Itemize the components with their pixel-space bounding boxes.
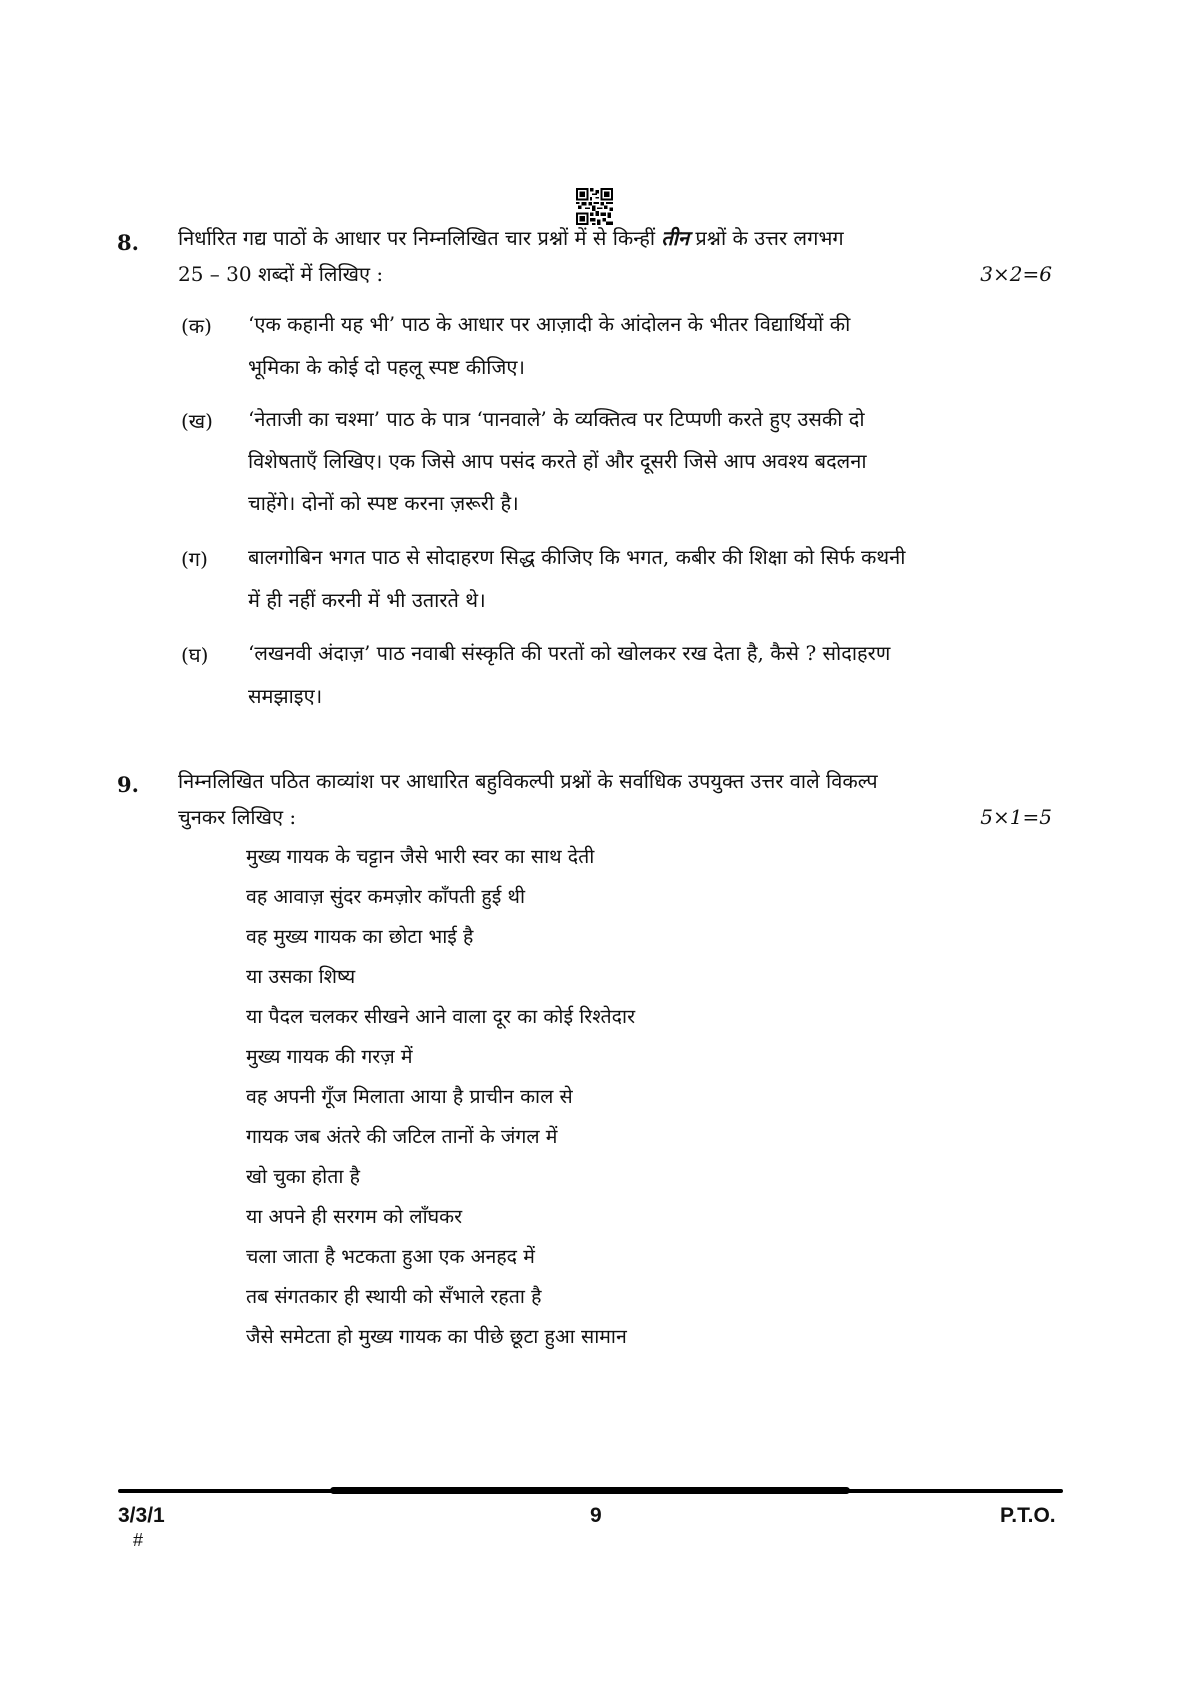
poem-line: या अपने ही सरगम को लाँघकर	[246, 1205, 463, 1228]
marks-label: 3×2=6	[980, 262, 1052, 286]
instruction-text: प्रश्नों के उत्तर लगभग	[695, 226, 844, 250]
poem-line: खो चुका होता है	[246, 1165, 360, 1188]
question-instruction-line2: 25 – 30 शब्दों में लिखिए :	[178, 262, 384, 286]
subquestion-text: विशेषताएँ लिखिए। एक जिसे आप पसंद करते हों और दूसरी जिसे आप अवश्य बदलना	[248, 449, 867, 473]
page-number: 9	[590, 1504, 602, 1527]
poem-line: गायक जब अंतरे की जटिल तानों के जंगल में	[246, 1125, 558, 1148]
poem-line: मुख्य गायक के चट्टान जैसे भारी स्वर का साथ देती	[246, 845, 595, 868]
subquestion-text: समझाइए।	[248, 684, 323, 708]
poem-line: या उसका शिष्य	[246, 965, 356, 988]
subquestion-text: चाहेंगे। दोनों को स्पष्ट करना ज़रूरी है।	[248, 491, 519, 515]
poem-line: चला जाता है भटकता हुआ एक अनहद में	[246, 1245, 535, 1268]
poem-line: या पैदल चलकर सीखने आने वाला दूर का कोई रिश्तेदार	[246, 1005, 636, 1028]
subquestion-text: बालगोबिन भगत पाठ से सोदाहरण सिद्ध कीजिए कि भगत, कबीर की शिक्षा को सिर्फ कथनी	[248, 545, 906, 569]
instruction-text: निर्धारित गद्य पाठों के आधार पर निम्नलिखित चार प्रश्नों में से किन्हीं	[178, 226, 656, 250]
subquestion-text: ‘एक कहानी यह भी’ पाठ के आधार पर आज़ादी के आंदोलन के भीतर विद्यार्थियों की	[248, 312, 851, 336]
pto-label: P.T.O.	[1000, 1504, 1056, 1527]
question-number: 8.	[117, 230, 139, 255]
emphasis-text: तीन	[661, 226, 690, 250]
subquestion-label: (ग)	[181, 547, 208, 571]
poem-line: वह मुख्य गायक का छोटा भाई है	[246, 925, 474, 948]
poem-line: तब संगतकार ही स्थायी को सँभाले रहता है	[246, 1285, 542, 1308]
poem-line: वह अपनी गूँज मिलाता आया है प्राचीन काल से	[246, 1085, 573, 1108]
subquestion-label: (ख)	[181, 409, 213, 433]
question-instruction: निम्नलिखित पठित काव्यांश पर आधारित बहुविकल्पी प्रश्नों के सर्वाधिक उपयुक्त उत्तर वाले विकल्प	[178, 769, 878, 793]
subquestion-text: में ही नहीं करनी में भी उतारते थे।	[248, 588, 486, 612]
footer-divider-thick	[330, 1487, 850, 1494]
question-instruction	[178, 224, 844, 252]
paper-code: 3/3/1	[118, 1504, 165, 1527]
subquestion-text: भूमिका के कोई दो पहलू स्पष्ट कीजिए।	[248, 355, 525, 379]
hash-mark: #	[133, 1530, 144, 1550]
subquestion-label: (घ)	[181, 643, 209, 667]
poem-line: मुख्य गायक की गरज़ में	[246, 1045, 413, 1068]
subquestion-text: ‘लखनवी अंदाज़’ पाठ नवाबी संस्कृति की परतों को खोलकर रख देता है, कैसे ? सोदाहरण	[248, 641, 891, 665]
subquestion-text: ‘नेताजी का चश्मा’ पाठ के पात्र ‘पानवाले’ के व्यक्तित्व पर टिप्पणी करते हुए उसकी दो	[248, 407, 865, 431]
marks-label: 5×1=5	[980, 805, 1052, 829]
question-number: 9.	[117, 772, 139, 797]
subquestion-label: (क)	[181, 314, 212, 338]
qr-code-icon	[576, 188, 613, 225]
question-instruction-line2: चुनकर लिखिए :	[178, 805, 297, 829]
poem-line: वह आवाज़ सुंदर कमज़ोर काँपती हुई थी	[246, 885, 526, 908]
poem-line: जैसे समेटता हो मुख्य गायक का पीछे छूटा हुआ सामान	[246, 1325, 627, 1348]
